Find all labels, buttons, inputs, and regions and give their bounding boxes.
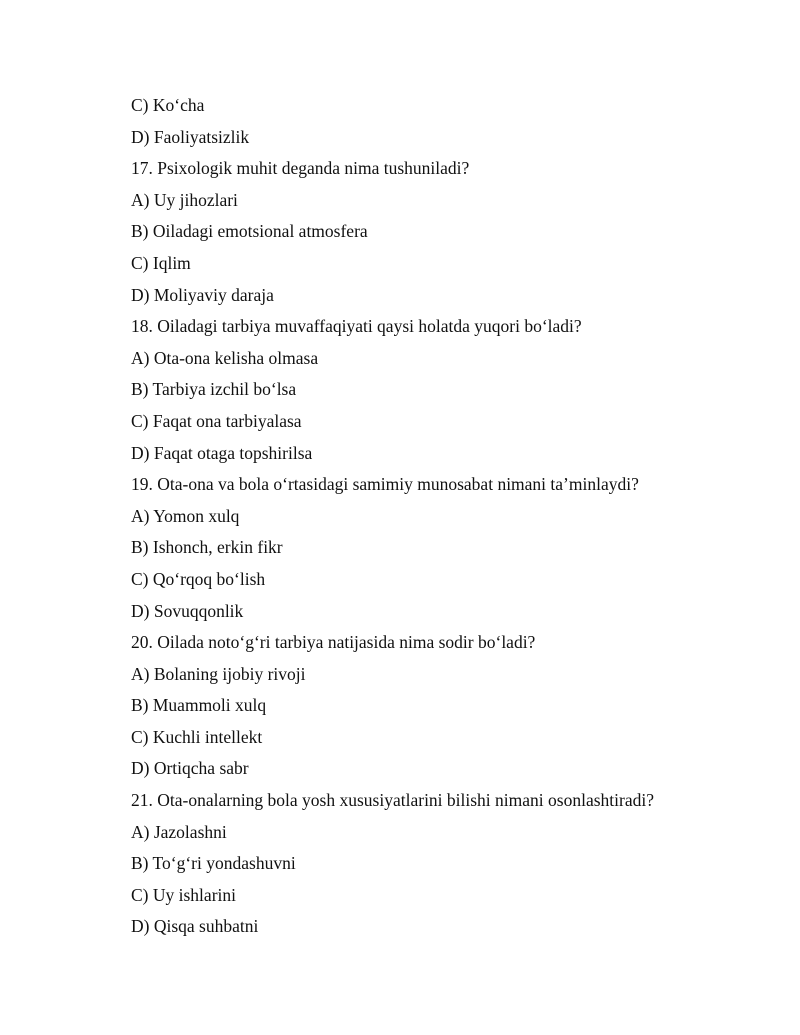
answer-option: D) Sovuqqonlik — [131, 600, 244, 621]
answer-option: C) Qo‘rqoq bo‘lish — [131, 568, 266, 589]
answer-option: C) Uy ishlarini — [131, 884, 236, 905]
question-list — [131, 93, 654, 946]
answer-option: B) Tarbiya izchil bo‘lsa — [131, 379, 297, 400]
answer-option: B) Muammoli xulq — [131, 695, 267, 716]
answer-option: B) Ishonch, erkin fikr — [131, 537, 283, 558]
question-text: 18. Oiladagi tarbiya muvaffaqiyati qaysi holatda yuqori bo‘ladi? — [131, 316, 582, 337]
answer-option: B) Oiladagi emotsional atmosfera — [131, 221, 368, 242]
answer-option: D) Faoliyatsizlik — [131, 126, 250, 147]
answer-option: C) Iqlim — [131, 252, 191, 273]
answer-option: D) Ortiqcha sabr — [131, 758, 249, 779]
answer-option: C) Ko‘cha — [131, 95, 205, 115]
question-text: 20. Oilada noto‘g‘ri tarbiya natijasida nima sodir bo‘ladi? — [131, 632, 536, 653]
answer-option: B) To‘g‘ri yondashuvni — [131, 853, 296, 874]
question-text: 17. Psixologik muhit deganda nima tushuniladi? — [131, 158, 470, 179]
question-text: 19. Ota-ona va bola o‘rtasidagi samimiy munosabat nimani ta’minlaydi? — [131, 474, 639, 495]
answer-option: A) Jazolashni — [131, 821, 227, 842]
answer-option: D) Qisqa suhbatni — [131, 916, 259, 937]
answer-option: A) Bolaning ijobiy rivoji — [131, 663, 306, 684]
answer-option: A) Uy jihozlari — [131, 189, 238, 210]
question-text: 21. Ota-onalarning bola yosh xususiyatlarini bilishi nimani osonlashtiradi? — [131, 790, 654, 811]
answer-option: D) Moliyaviy daraja — [131, 284, 274, 305]
answer-option: C) Kuchli intellekt — [131, 726, 263, 747]
answer-option: D) Faqat otaga topshirilsa — [131, 442, 313, 463]
answer-option: A) Yomon xulq — [131, 505, 240, 526]
answer-option: A) Ota-ona kelisha olmasa — [131, 347, 319, 368]
answer-option: C) Faqat ona tarbiyalasa — [131, 410, 302, 431]
